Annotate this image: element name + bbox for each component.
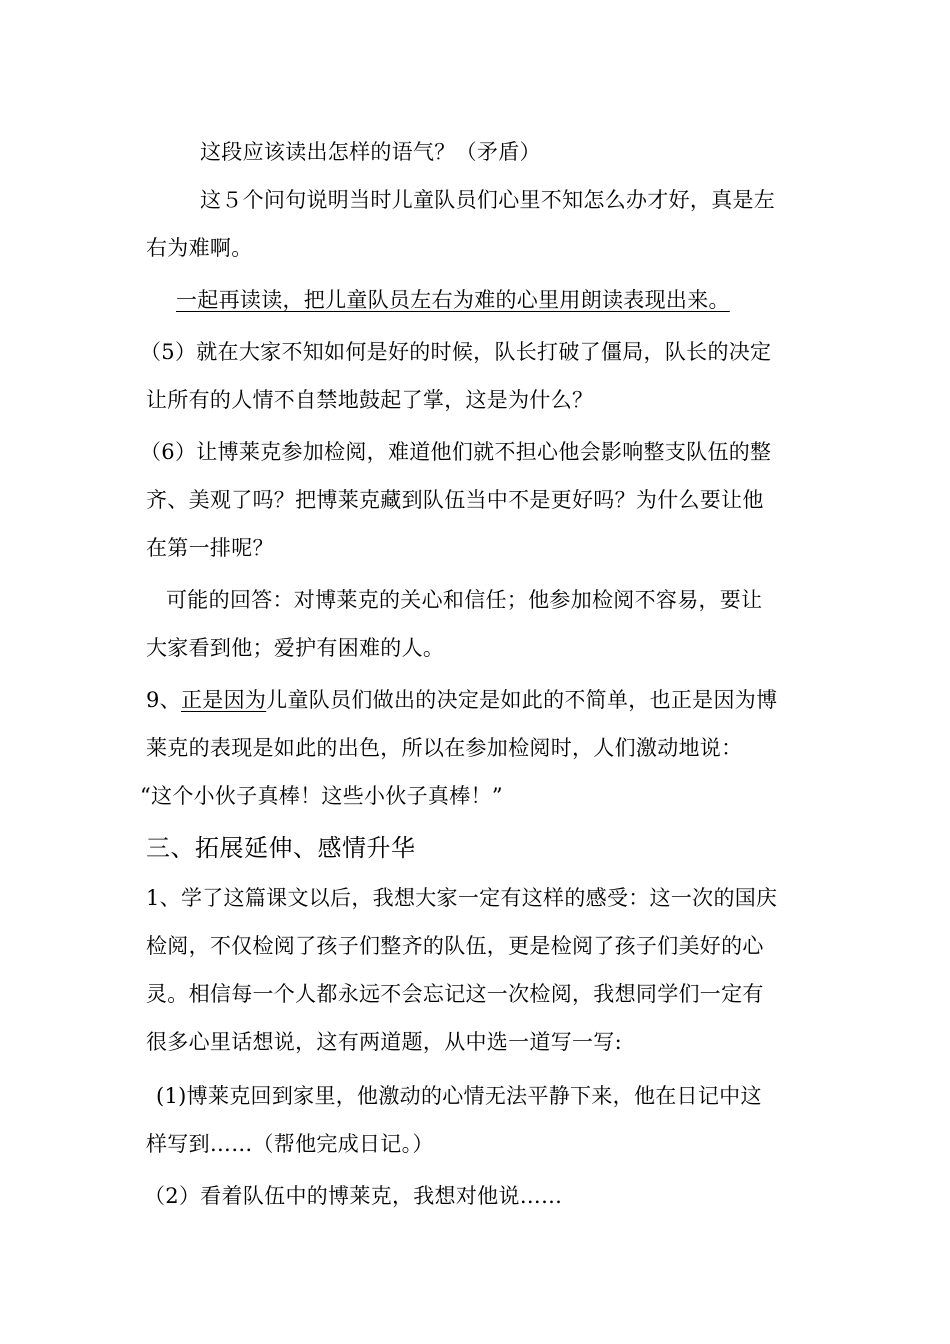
underlined-instruction: 一起再读读，把儿童队员左右为难的心里用朗读表现出来。 bbox=[176, 288, 730, 312]
item-1-line-2: 检阅，不仅检阅了孩子们整齐的队伍，更是检阅了孩子们美好的心 bbox=[146, 934, 764, 958]
task-1-line-2: 样写到……（帮他完成日记。） bbox=[146, 1132, 434, 1156]
item-9-quote: “这个小伙子真棒！这些小伙子真棒！” bbox=[140, 784, 503, 808]
underlined-phrase: 正是因为 bbox=[180, 688, 267, 712]
task-1-line-1: (1)博莱克回到家里，他激动的心情无法平静下来，他在日记中这 bbox=[156, 1084, 762, 1108]
task-2-line: （2）看着队伍中的博莱克，我想对他说…… bbox=[144, 1184, 563, 1208]
question-5-line-1: （5）就在大家不知如何是好的时候，队长打破了僵局，队长的决定 bbox=[140, 340, 772, 364]
question-6-line-1: （6）让博莱克参加检阅，难道他们就不担心他会影响整支队伍的整 bbox=[140, 440, 772, 464]
text-line: 这５个问句说明当时儿童队员们心里不知怎么办才好，真是左 bbox=[200, 188, 776, 212]
answer-line-2: 大家看到他；爱护有困难的人。 bbox=[146, 636, 445, 660]
question-5-line-2: 让所有的人情不自禁地鼓起了掌，这是为什么？ bbox=[146, 388, 594, 412]
question-6-line-3: 在第一排呢？ bbox=[146, 536, 274, 560]
item-9-line-1 bbox=[146, 686, 816, 714]
item-number: 9、 bbox=[146, 688, 181, 712]
section-heading: 三、拓展延伸、感情升华 bbox=[146, 834, 416, 862]
answer-line-1: 可能的回答：对博莱克的关心和信任；他参加检阅不容易，要让 bbox=[166, 588, 763, 612]
question-6-line-2: 齐、美观了吗？把博莱克藏到队伍当中不是更好吗？为什么要让他 bbox=[146, 488, 764, 512]
item-9-line-2: 莱克的表现是如此的出色，所以在参加检阅时，人们激动地说： bbox=[146, 736, 743, 760]
text-line: 这段应该读出怎样的语气？（矛盾） bbox=[200, 140, 541, 164]
item-1-line-1: 1、学了这篇课文以后，我想大家一定有这样的感受：这一次的国庆 bbox=[146, 886, 778, 910]
item-1-line-4: 很多心里话想说，这有两道题，从中选一道写一写: bbox=[146, 1030, 622, 1054]
item-9-text: 儿童队员们做出的决定是如此的不简单，也正是因为博 bbox=[266, 688, 778, 712]
text-line: 右为难啊。 bbox=[146, 236, 253, 260]
item-1-line-3: 灵。相信每一个人都永远不会忘记这一次检阅，我想同学们一定有 bbox=[146, 982, 764, 1006]
